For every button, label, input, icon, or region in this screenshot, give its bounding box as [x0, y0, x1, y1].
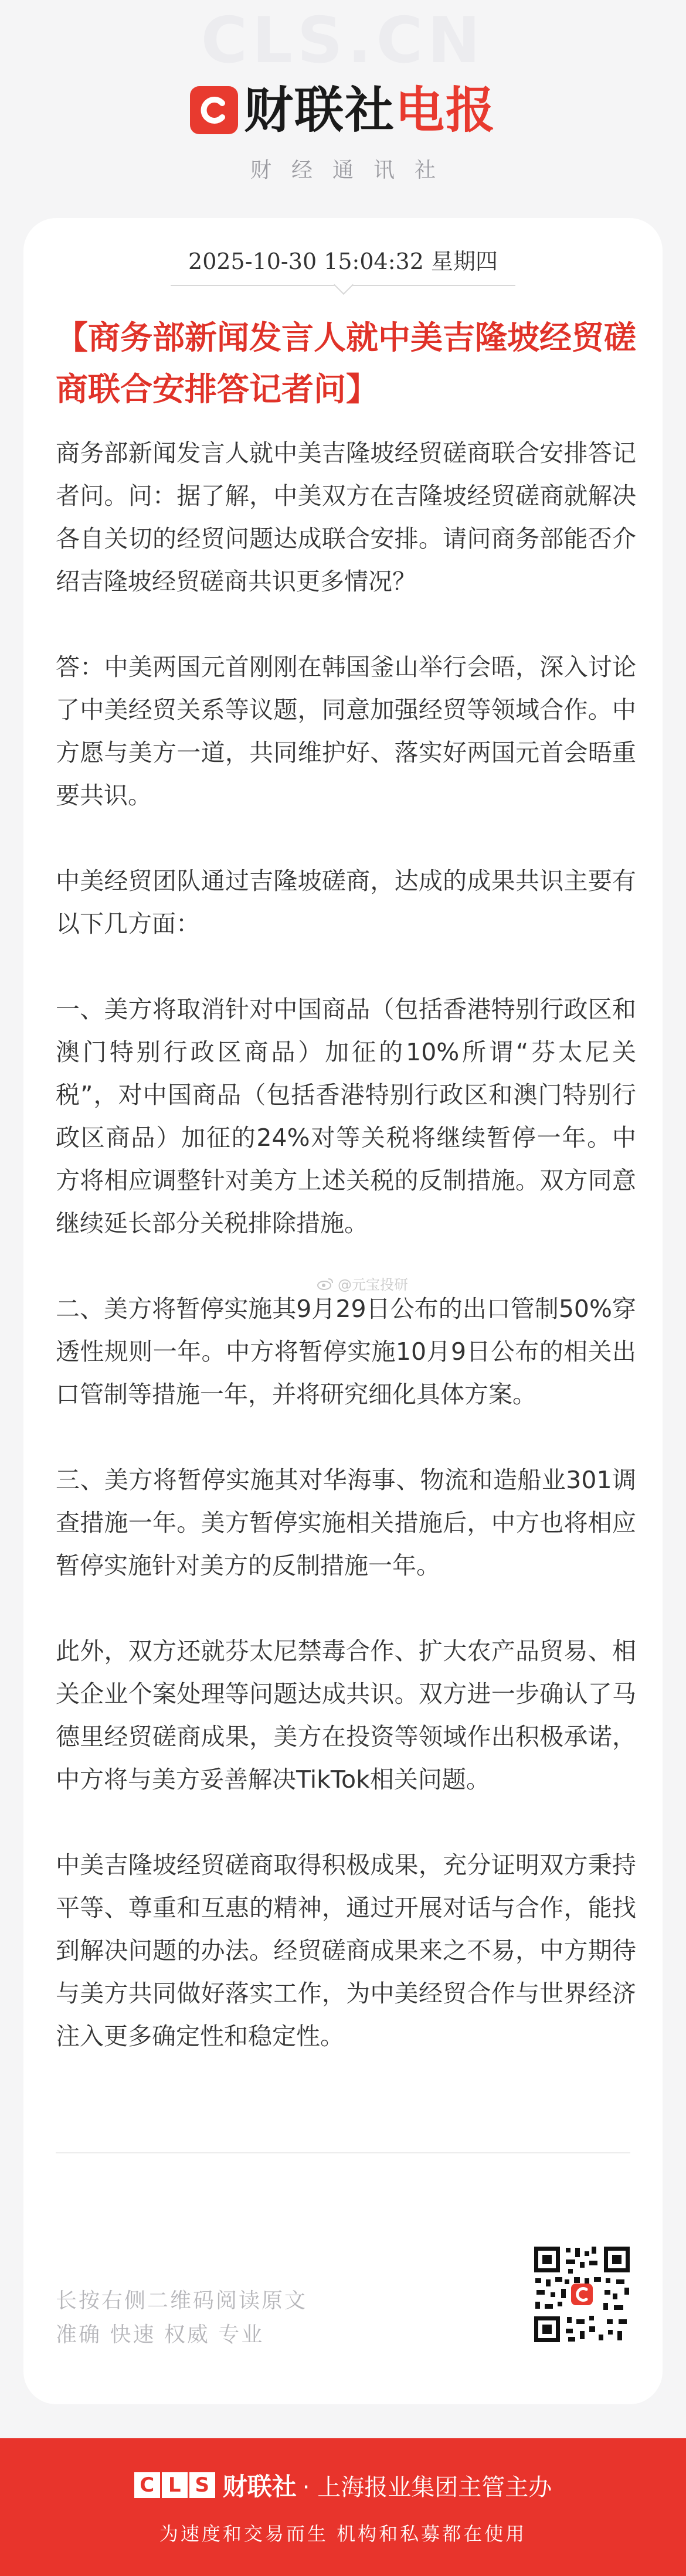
publish-datetime-text: 2025-10-30 15:04:32 星期四 [188, 249, 498, 274]
weibo-handle: @元宝投研 [338, 1277, 408, 1293]
weibo-icon [317, 1277, 334, 1291]
article-headline: 【商务部新闻发言人就中美吉隆坡经贸磋商联合安排答记者问】 [56, 318, 637, 408]
date-header [23, 247, 663, 286]
badge-letter: S [189, 2472, 215, 2498]
paragraph: 二、美方将暂停实施其9月29日公布的出口管制50%穿透性规则一年。中方将暂停实施10月9日公布的相关出口管制等措施一年，并将研究细化具体方案。 [56, 1295, 636, 1408]
paragraph: 三、美方将暂停实施其对华海事、物流和造船业301调查措施一年。美方暂停实施相关措施后，中方也将相应暂停实施针对美方的反制措施一年。 [56, 1466, 636, 1580]
brand-subtitle: 财经通讯社 [250, 158, 456, 182]
qr-hint [56, 2284, 307, 2352]
divider [56, 2152, 630, 2153]
cls-logo-icon [190, 86, 238, 134]
qr-code-icon[interactable] [531, 2243, 633, 2346]
page-header [0, 0, 686, 211]
brand-logo [0, 82, 686, 138]
watermark-text: CLS.CN [201, 4, 485, 77]
article-body [56, 432, 636, 2101]
footer-brand: 财联社 [222, 2472, 297, 2501]
footer-slogan: 为速度和交易而生 机构和私募都在使用 [159, 2523, 527, 2545]
brand-name: 财联社 [243, 81, 395, 139]
paragraph: 中美吉隆坡经贸磋商取得积极成果，充分证明双方秉持平等、尊重和互惠的精神，通过开展对话与合作，能找到解决问题的办法。经贸磋商成果来之不易，中方期待与美方共同做好落实工作，为中美经贸合作与世界经济注入更多确定性和稳定性。 [56, 1851, 636, 2050]
badge-letter: L [162, 2472, 188, 2498]
qr-hint-line1: 长按右侧二维码阅读原文 [56, 2289, 308, 2313]
page-footer [0, 2438, 686, 2576]
qr-hint-line2: 准确 快速 权威 专业 [56, 2323, 264, 2347]
paragraph: 答：中美两国元首刚刚在韩国釜山举行会晤，深入讨论了中美经贸关系等议题，同意加强经贸等领域合作。中方愿与美方一道，共同维护好、落实好两国元首会晤重要共识。 [56, 653, 636, 809]
date-pointer [334, 275, 354, 295]
paragraph: 中美经贸团队通过吉隆坡磋商，达成的成果共识主要有以下几方面： [56, 867, 636, 938]
footer-tagline: · 上海报业集团主管主办 [302, 2473, 552, 2501]
paragraph: 一、美方将取消针对中国商品（包括香港特别行政区和澳门特别行政区商品）加征的10%所谓“芬太尼关税”，对中国商品（包括香港特别行政区和澳门特别行政区商品）加征的24%对等关税将继续暂停一年。中方将相应调整针对美方上述关税的反制措施。双方同意继续延长部分关税排除措施。 [56, 995, 636, 1237]
publish-datetime [171, 247, 515, 286]
badge-letter: C [134, 2472, 160, 2498]
weibo-watermark [317, 1273, 408, 1294]
cls-badge [134, 2472, 217, 2498]
article-card [23, 218, 663, 2404]
paragraph: 商务部新闻发言人就中美吉隆坡经贸磋商联合安排答记者问。问：据了解，中美双方在吉隆坡经贸磋商就解决各自关切的经贸问题达成联合安排。请问商务部能否介绍吉隆坡经贸磋商共识更多情况？ [56, 439, 636, 595]
brand-highlight: 电报 [395, 81, 497, 139]
footer-brand-row [0, 2468, 686, 2503]
paragraph: 此外，双方还就芬太尼禁毒合作、扩大农产品贸易、相关企业个案处理等问题达成共识。双方进一步确认了马德里经贸磋商成果，美方在投资等领域作出积极承诺，中方将与美方妥善解决TikTok相关问题。 [56, 1637, 636, 1794]
